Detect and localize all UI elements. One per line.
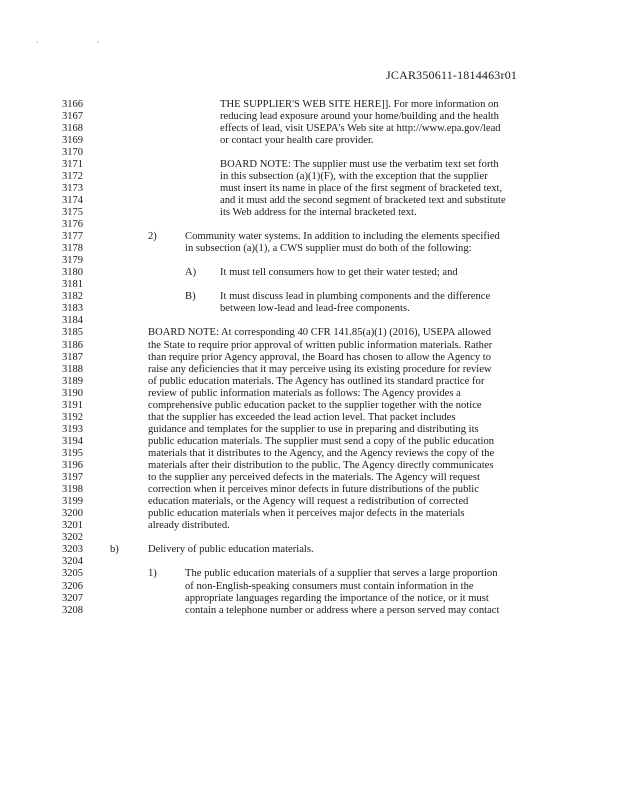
line-number: 3196 [62, 460, 83, 471]
line-number: 3175 [62, 206, 83, 218]
line-number: 3180 [62, 267, 83, 279]
line-number: 3189 [62, 375, 83, 387]
list-marker: 2) [148, 231, 157, 243]
list-item-line: in subsection (a)(1), a CWS supplier must do both of the following: [185, 243, 472, 255]
line-number: 3187 [62, 351, 83, 363]
line-number: 3190 [62, 387, 83, 399]
line-number: 3166 [62, 98, 83, 110]
line-number: 3167 [62, 110, 83, 122]
line-number: 3185 [62, 327, 83, 339]
paragraph-line: in this subsection (a)(1)(F), with the exception that the supplier [220, 170, 488, 182]
paragraph-line: education materials, or the Agency will request a redistribution of corrected [148, 496, 469, 508]
line-number: 3191 [62, 399, 83, 411]
line-number: 3200 [62, 508, 83, 520]
line-number: 3202 [62, 532, 83, 544]
paragraph-line: materials that it distributes to the Agency, and the Agency reviews the copy of the [148, 447, 495, 459]
line-number: 3171 [62, 158, 83, 170]
scan-specks: · · [36, 38, 128, 47]
line-number: 3186 [62, 339, 83, 351]
paragraph-line: public education materials. The supplier must send a copy of the public education [148, 435, 495, 447]
document-id-header: JCAR350611-1814463r01 [386, 68, 518, 82]
line-number: 3184 [62, 315, 83, 327]
list-item-line: Community water systems. In addition to including the elements specified [185, 231, 500, 243]
line-number: 3201 [62, 520, 83, 532]
paragraph-line: public education materials when it perceives major defects in the materials [148, 508, 465, 520]
line-number: 3195 [62, 447, 83, 459]
paragraph-line: BOARD NOTE: The supplier must use the verbatim text set forth [220, 158, 499, 170]
paragraph-line: THE SUPPLIER'S WEB SITE HERE]]. For more information on [220, 98, 499, 110]
paragraph-line: its Web address for the internal bracketed text. [220, 206, 417, 218]
list-marker: A) [185, 267, 197, 279]
list-marker: 1) [148, 568, 157, 580]
paragraph-line: than require prior Agency approval, the Board has chosen to allow the Agency to [148, 351, 492, 363]
paragraph-line: correction when it perceives minor defects in future distributions of the public [148, 484, 479, 496]
line-number: 3172 [62, 170, 83, 182]
paragraph-line: must insert its name in place of the first segment of bracketed text, [220, 182, 503, 194]
list-item-line: between low-lead and lead-free components. [220, 303, 410, 315]
line-number: 3204 [62, 556, 83, 568]
paragraph-line: materials after their distribution to the public. The Agency directly communicates [148, 460, 494, 471]
list-item-line: Delivery of public education materials. [148, 544, 314, 556]
line-number: 3169 [62, 134, 83, 146]
paragraph-line: guidance and templates for the supplier to use in preparing and distributing its [148, 423, 479, 435]
line-number: 3197 [62, 472, 83, 484]
line-number: 3203 [62, 544, 83, 556]
line-number: 3178 [62, 243, 83, 255]
line-number: 3179 [62, 255, 83, 267]
line-number: 3206 [62, 580, 83, 592]
paragraph-line: or contact your health care provider. [220, 134, 374, 146]
list-item-line: contain a telephone number or address where a person served may contact [185, 604, 500, 616]
line-number: 3170 [62, 146, 83, 158]
paragraph-line: that the supplier has exceeded the lead action level. That packet includes [148, 411, 456, 423]
line-number: 3182 [62, 291, 83, 303]
paragraph-line: raise any deficiencies that it may perceive using its existing procedure for review [148, 363, 492, 375]
line-number: 3208 [62, 604, 83, 616]
paragraph-line: to the supplier any perceived defects in the materials. The Agency will request [148, 472, 480, 484]
paragraph-line: and it must add the second segment of bracketed text and substitute [220, 194, 506, 206]
line-number: 3173 [62, 182, 83, 194]
list-marker: B) [185, 291, 196, 303]
list-item-line: appropriate languages regarding the importance of the notice, or it must [185, 592, 489, 604]
line-number: 3205 [62, 568, 83, 580]
line-number: 3193 [62, 423, 83, 435]
line-number: 3168 [62, 122, 83, 134]
list-item-line: It must tell consumers how to get their water tested; and [220, 267, 458, 279]
line-number: 3177 [62, 231, 83, 243]
line-number: 3199 [62, 496, 83, 508]
paragraph-line: the State to require prior approval of written public information materials. Rather [148, 339, 493, 351]
paragraph-line: reducing lead exposure around your home/building and the health [220, 110, 499, 122]
paragraph-line: of public education materials. The Agency has outlined its standard practice for [148, 375, 485, 387]
paragraph-line: review of public information materials as follows: The Agency provides a [148, 387, 461, 399]
line-number: 3174 [62, 194, 83, 206]
paragraph-line: already distributed. [148, 520, 230, 532]
paragraph-line: comprehensive public education packet to the supplier together with the notice [148, 399, 482, 411]
line-number: 3194 [62, 435, 83, 447]
line-number: 3198 [62, 484, 83, 496]
paragraph-line: BOARD NOTE: At corresponding 40 CFR 141.85(a)(1) (2016), USEPA allowed [148, 327, 492, 339]
line-number: 3183 [62, 303, 83, 315]
line-number: 3188 [62, 363, 83, 375]
line-number: 3181 [62, 279, 83, 291]
paragraph-line: effects of lead, visit USEPA's Web site at http://www.epa.gov/lead [220, 122, 501, 134]
line-number: 3207 [62, 592, 83, 604]
list-item-line: It must discuss lead in plumbing components and the difference [220, 291, 491, 303]
list-item-line: of non-English-speaking consumers must contain information in the [185, 580, 474, 592]
line-number: 3192 [62, 411, 83, 423]
list-item-line: The public education materials of a supplier that serves a large proportion [185, 568, 498, 580]
line-number: 3176 [62, 219, 83, 230]
list-marker: b) [110, 544, 119, 556]
